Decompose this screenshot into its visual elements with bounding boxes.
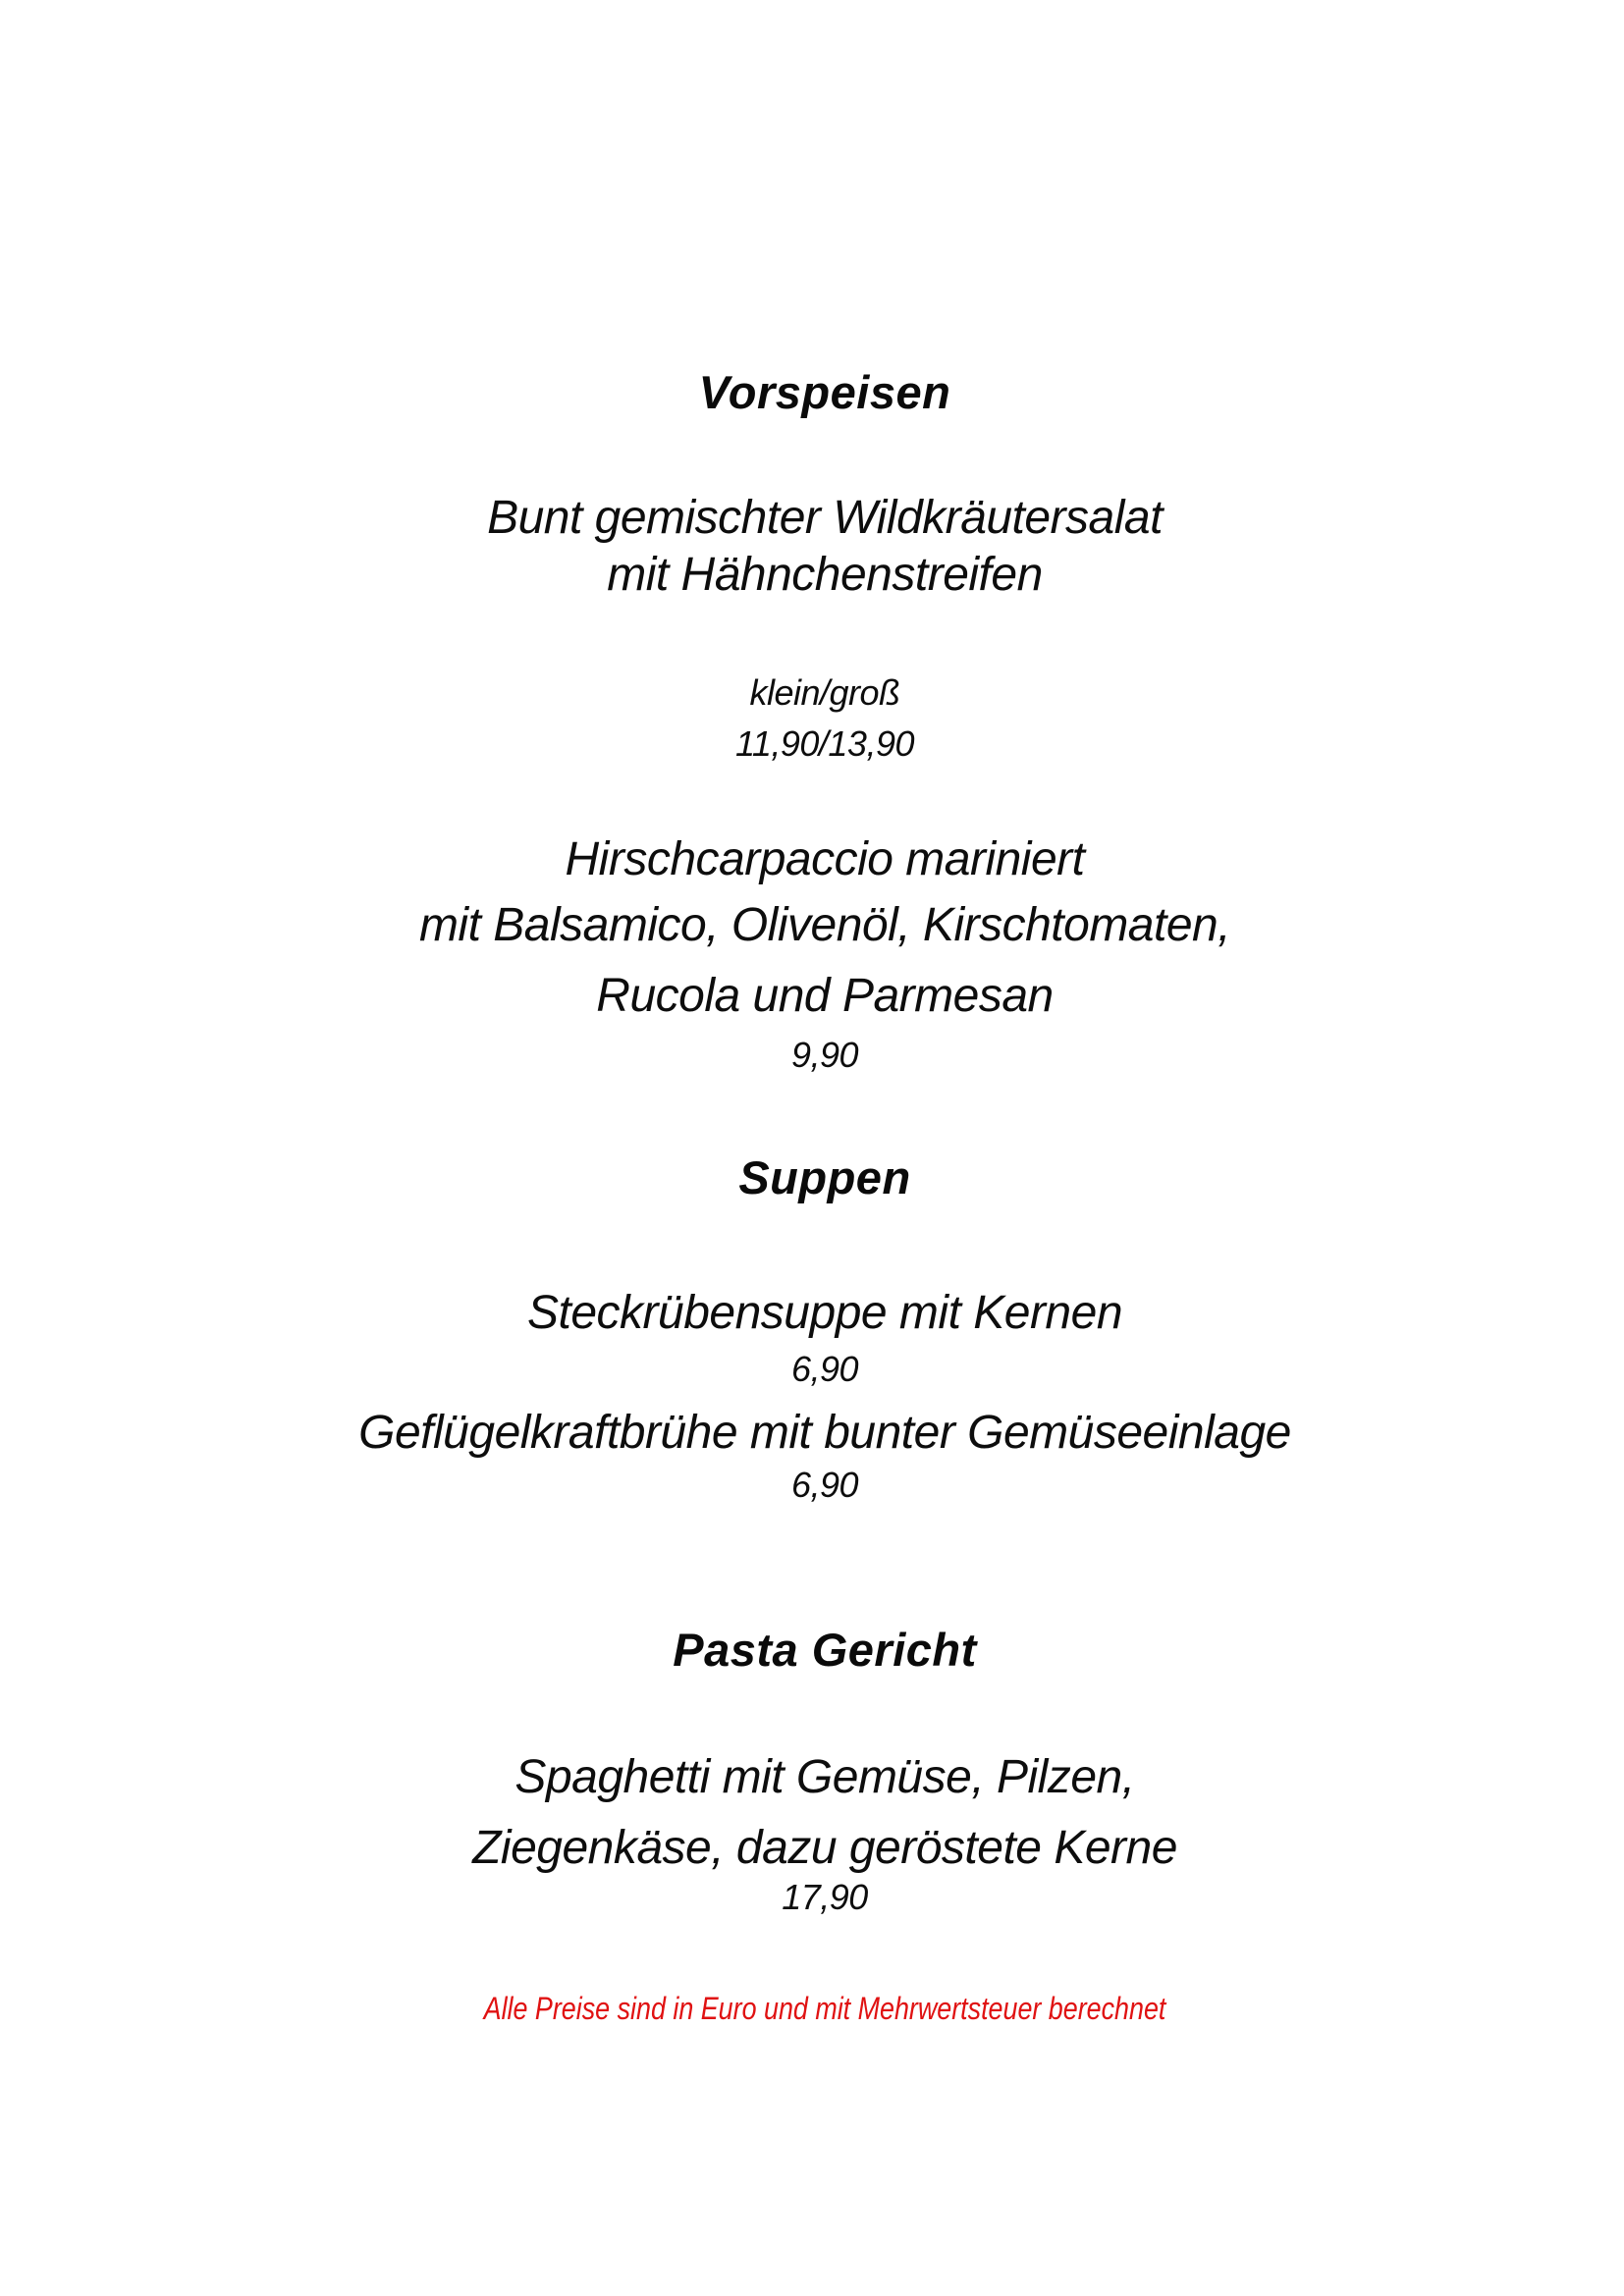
section-title-suppen: Suppen xyxy=(738,1151,911,1203)
dish-name-line: Bunt gemischter Wildkräutersalat xyxy=(487,492,1163,544)
dish-size-label: klein/groß xyxy=(749,672,900,713)
dish-name-line: Geflügelkraftbrühe mit bunter Gemüseeinlage xyxy=(358,1407,1291,1459)
dish-price: 9,90 xyxy=(790,1035,859,1075)
dish-name-line: Steckrübensuppe mit Kernen xyxy=(526,1287,1123,1339)
dish-name-line: mit Balsamico, Olivenöl, Kirschtomaten, xyxy=(418,899,1231,951)
dish-name-line: Hirschcarpaccio mariniert xyxy=(565,833,1085,885)
section-title-vorspeisen: Vorspeisen xyxy=(698,366,951,418)
dish-price: 6,90 xyxy=(790,1465,859,1505)
dish-name-line: Rucola und Parmesan xyxy=(596,970,1054,1022)
dish-price: 6,90 xyxy=(790,1349,859,1389)
dish-price: 11,90/13,90 xyxy=(734,723,914,764)
dish-name-line: Ziegenkäse, dazu geröstete Kerne xyxy=(472,1822,1177,1874)
dish-name-line: Spaghetti mit Gemüse, Pilzen, xyxy=(514,1751,1135,1803)
section-title-pasta-gericht: Pasta Gericht xyxy=(673,1624,977,1676)
price-disclaimer-note: Alle Preise sind in Euro und mit Mehrwertsteuer berechnet xyxy=(483,1991,1166,2026)
dish-price: 17,90 xyxy=(782,1877,868,1917)
dish-name-line: mit Hähnchenstreifen xyxy=(607,549,1043,601)
